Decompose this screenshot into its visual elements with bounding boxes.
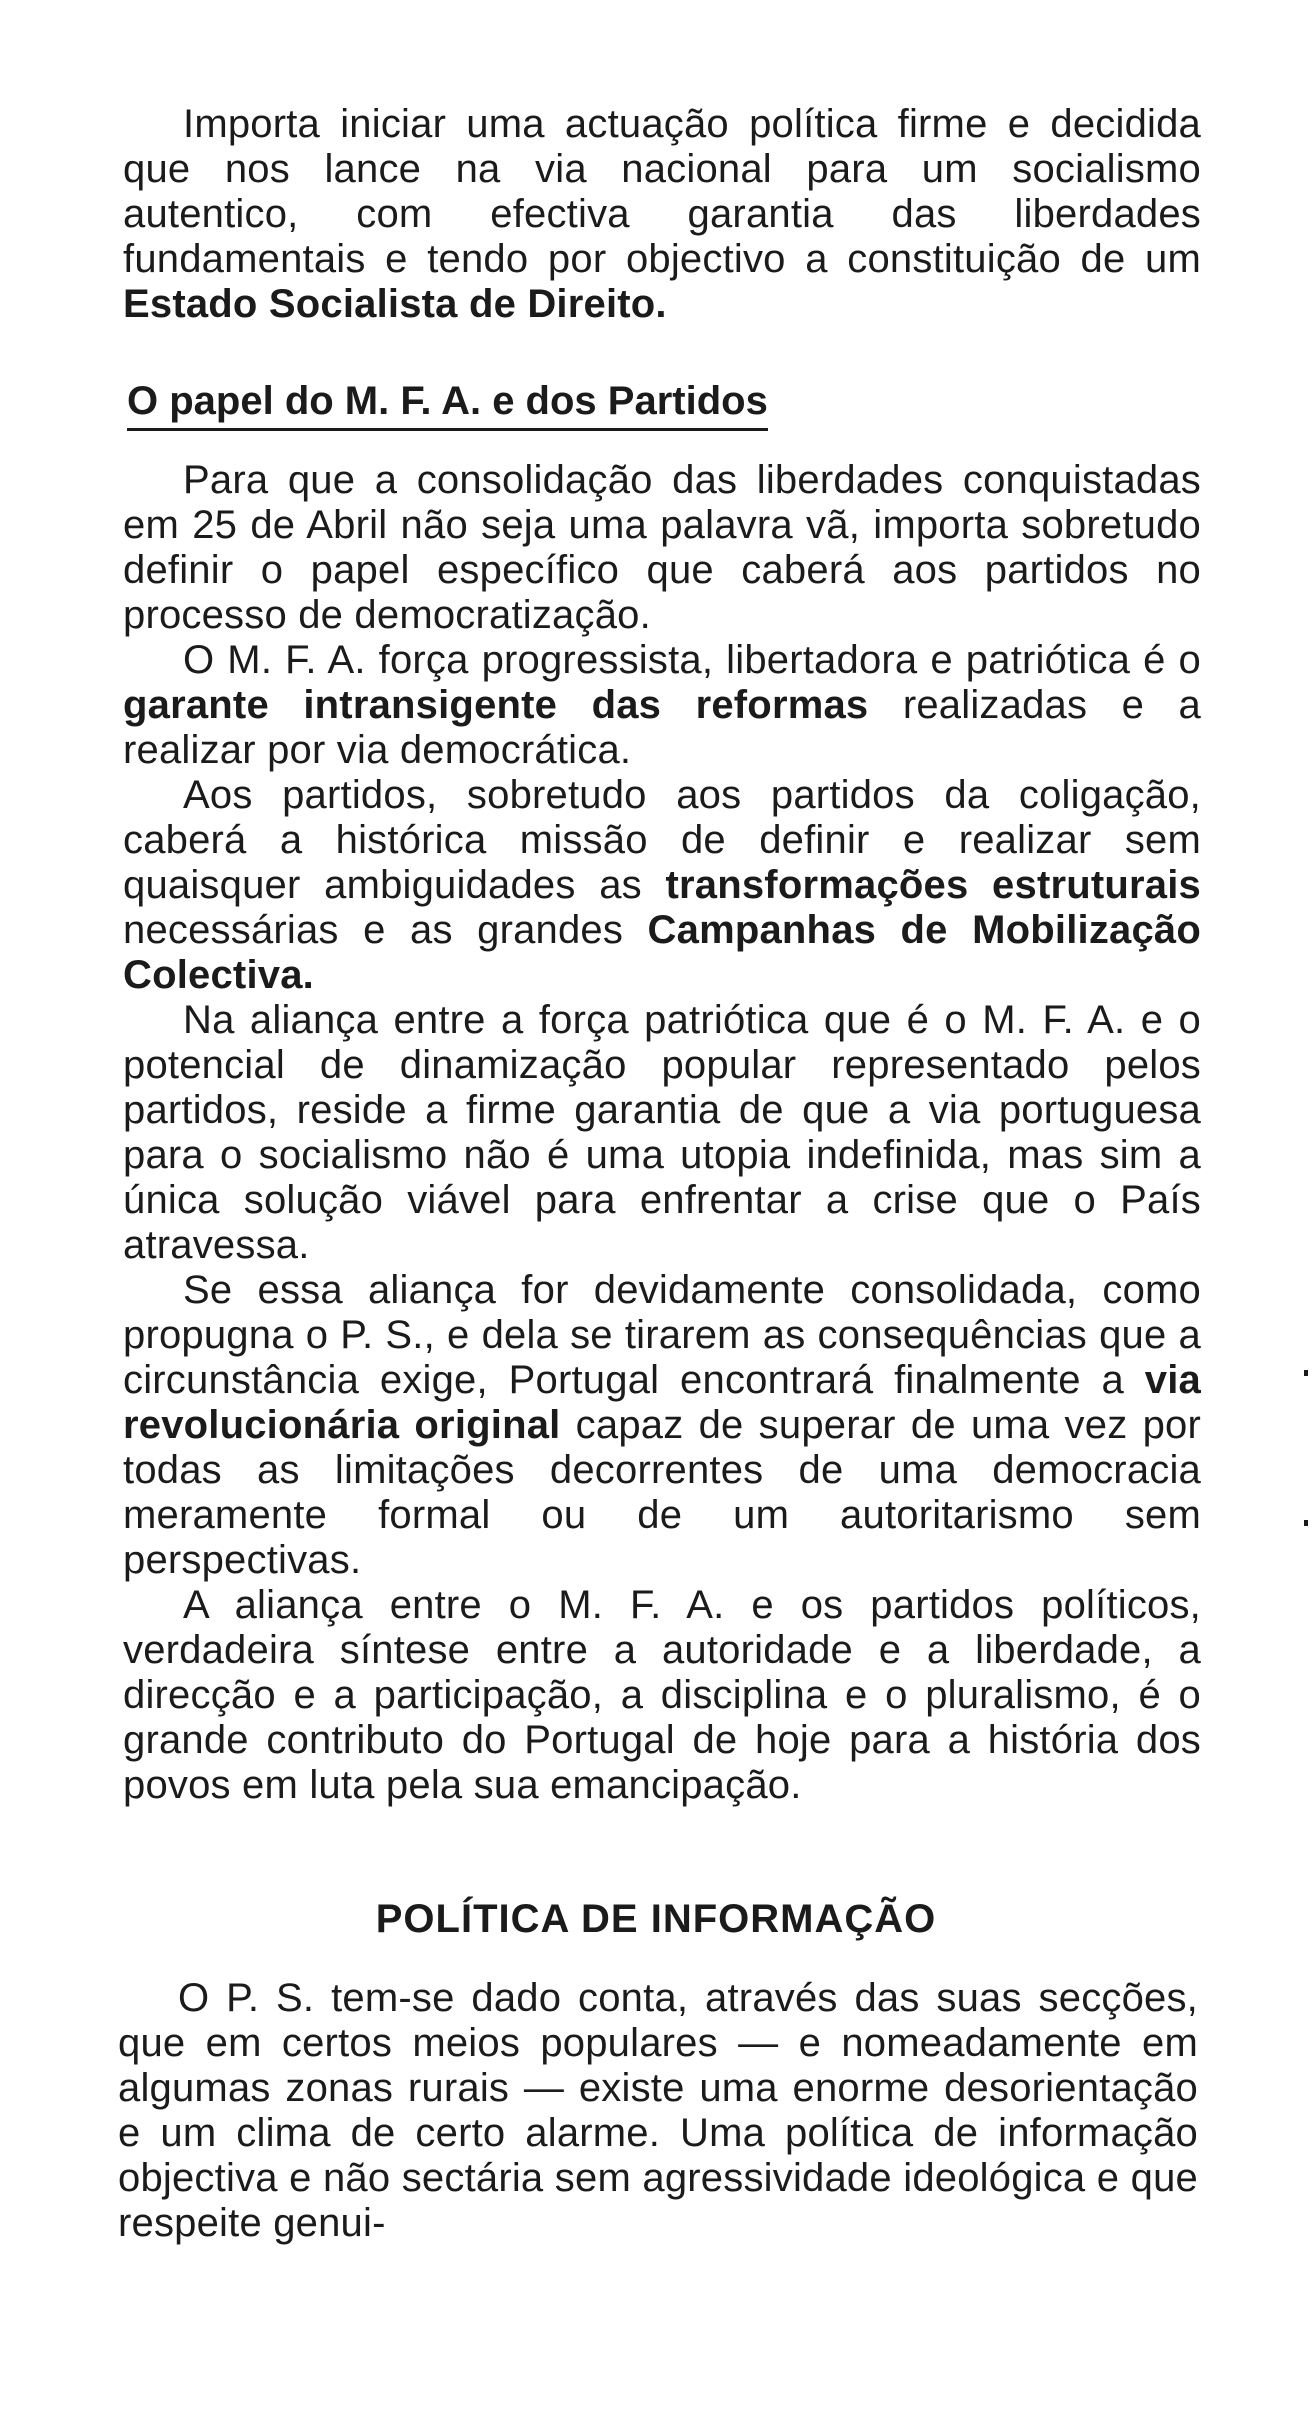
- section-heading-mfa-partidos: O papel do M. F. A. e dos Partidos: [127, 378, 768, 431]
- section-heading-politica-informacao: POLÍTICA DE INFORMAÇÃO: [375, 1897, 937, 1941]
- scan-edge-mark: [1304, 1370, 1308, 1376]
- paragraph-partidos-missao: [123, 773, 1201, 998]
- paragraph-alianca-sintese: A aliança entre o M. F. A. e os partidos políticos, verdadeira síntese entre a autoridade e a liberdade, a direcção e a participação, a disciplina e o pluralismo, é o grande contributo do Portugal de hoje para a história dos povos em luta pela sua emancipação.: [123, 1583, 1201, 1807]
- paragraph-alianca-consolidada: [123, 1268, 1201, 1583]
- bold-span: via revolucionária original: [123, 1358, 1201, 1447]
- text-span: realizadas e a realizar por via democrática.: [123, 683, 1201, 772]
- scan-edge-mark: [1304, 1520, 1308, 1526]
- intro-paragraph: [63, 102, 1201, 327]
- text-span: Se essa aliança for devidamente consolidada, como propugna o P. S., e dela se tirarem as consequências que a circunstância exige, Portugal encontrará finalmente a: [123, 1268, 1201, 1402]
- text-span: necessárias e as grandes: [123, 908, 648, 952]
- paragraph-mfa-forca: [123, 638, 1201, 773]
- intro-text: Importa iniciar uma actuação política firme e decidida que nos lance na via nacional para um socialismo autentico, com efectiva garantia das liberdades fundamentais e tendo por objectivo a constituição de um: [123, 102, 1201, 281]
- bold-span: Campanhas de Mobilização Colectiva.: [123, 908, 1201, 997]
- text-span: Aos partidos, sobretudo aos partidos da coligação, caberá a histórica missão de definir e realizar sem quaisquer ambiguidades as: [123, 773, 1201, 907]
- text-span: O M. F. A. força progressista, libertadora e patriótica é o: [183, 638, 1201, 682]
- bold-span: transformações estruturais: [665, 863, 1201, 907]
- intro-bold-text: Estado Socialista de Direito.: [123, 282, 667, 326]
- text-span: capaz de superar de uma vez por todas as limitações decorrentes de uma democracia meramente formal ou de um autoritarismo sem perspectivas.: [123, 1403, 1201, 1582]
- paragraph-consolidacao: Para que a consolidação das liberdades conquistadas em 25 de Abril não seja uma palavra vã, importa sobretudo definir o papel específico que caberá aos partidos no processo de democratização.: [123, 458, 1201, 637]
- section-politica-informacao: [118, 1976, 1198, 2246]
- paragraph-alianca-forca: Na aliança entre a força patriótica que é o M. F. A. e o potencial de dinamização popular representado pelos partidos, reside a firme garantia de que a via portuguesa para o socialismo não é uma utopia indefinida, mas sim a única solução viável para enfrentar a crise que o País atravessa.: [123, 998, 1201, 1267]
- section-mfa-partidos: [123, 458, 1201, 1808]
- paragraph-informacao: O P. S. tem-se dado conta, através das suas secções, que em certos meios populares — e nomeadamente em algumas zonas rurais — existe uma enorme desorientação e um clima de certo alarme. Uma política de informação objectiva e não sectária sem agressividade ideológica e que respeite genui-: [118, 1976, 1198, 2245]
- bold-span: garante intransigente das reformas: [123, 683, 869, 727]
